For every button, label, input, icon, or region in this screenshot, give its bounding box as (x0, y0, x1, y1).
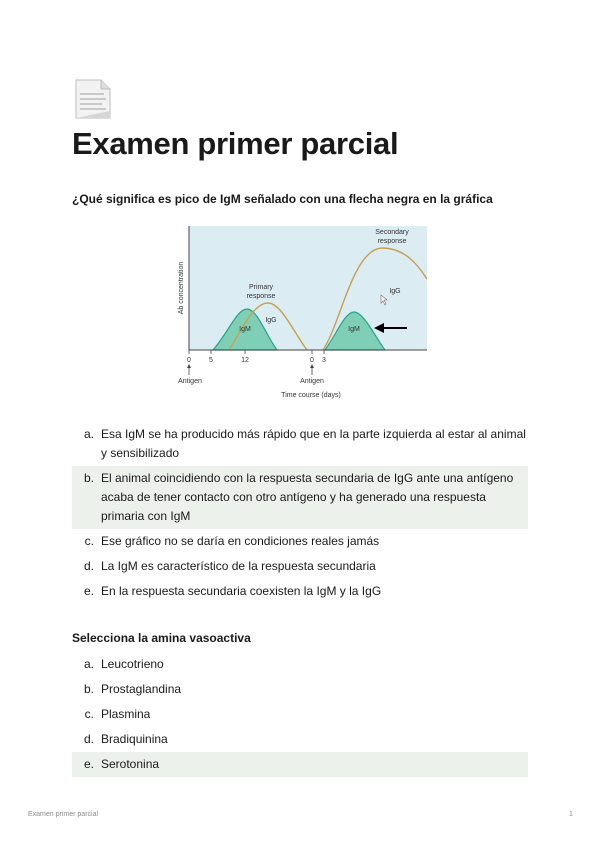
option-text: El animal coincidiendo con la respuesta secundaria de IgG ante una antígeno acaba de tener contacto con otro antígeno y ha generado una respuesta primaria con IgM (101, 471, 514, 523)
option-1a[interactable] (72, 422, 528, 466)
antigen-1-label: Antigen (178, 378, 202, 385)
option-2c[interactable] (72, 702, 528, 727)
primary-label-line-1: Primary (248, 284, 274, 291)
igm-secondary-label: IgM (348, 326, 360, 333)
antigen-2-label: Antigen (300, 378, 324, 385)
secondary-label-line-2: response (377, 238, 407, 245)
option-2d[interactable] (72, 727, 528, 752)
igm-primary-label: IgM (239, 326, 251, 333)
tick-label-12: 12 (241, 357, 249, 364)
primary-label-line-2: response (246, 293, 276, 300)
option-letter: e. (83, 757, 94, 771)
option-text: Prostaglandina (101, 682, 182, 696)
option-letter: b. (83, 682, 94, 696)
document-icon (74, 78, 112, 120)
option-letter: b. (83, 471, 94, 485)
y-axis-label: Ab concentration (178, 261, 185, 315)
secondary-label-line-1: Secondary (375, 229, 409, 236)
option-letter: c. (84, 534, 94, 548)
page-title: Examen primer parcial (72, 126, 399, 161)
antibody-response-figure (173, 223, 427, 405)
option-1c[interactable] (72, 529, 528, 554)
question-2-options (72, 652, 528, 777)
option-1d[interactable] (72, 554, 528, 579)
tick-label-0-b: 0 (310, 357, 314, 364)
igg-primary-label: IgG (265, 317, 277, 324)
option-letter: d. (83, 559, 94, 573)
tick-label-5: 5 (209, 357, 213, 364)
footer-page-number: 1 (569, 811, 573, 818)
option-1b-selected[interactable] (72, 466, 528, 529)
option-text: Plasmina (101, 707, 151, 721)
x-axis-label: Time course (days) (281, 392, 341, 399)
option-text: En la respuesta secundaria coexisten la IgM y la IgG (101, 584, 382, 598)
igg-secondary-label: IgG (389, 288, 401, 295)
option-letter: c. (84, 707, 94, 721)
option-text: Esa IgM se ha producido más rápido que en la parte izquierda al estar al animal y sensibilizado (101, 427, 526, 460)
tick-label-0-a: 0 (187, 357, 191, 364)
question-1-options (72, 422, 528, 604)
option-1e[interactable] (72, 579, 528, 604)
tick-label-3: 3 (322, 357, 326, 364)
option-2b[interactable] (72, 677, 528, 702)
option-letter: e. (83, 584, 94, 598)
option-text: Bradiquinina (101, 732, 168, 746)
question-1-prompt: ¿Qué significa es pico de IgM señalado con una flecha negra en la gráfica (72, 192, 493, 206)
option-letter: a. (83, 657, 94, 671)
question-2-prompt: Selecciona la amina vasoactiva (72, 631, 251, 645)
option-text: La IgM es característico de la respuesta secundaria (101, 559, 376, 573)
option-text: Ese gráfico no se daría en condiciones reales jamás (101, 534, 380, 548)
option-letter: d. (83, 732, 94, 746)
option-text: Serotonina (101, 757, 160, 771)
option-2a[interactable] (72, 652, 528, 677)
option-letter: a. (83, 427, 94, 441)
footer-title: Examen primer parcial (28, 811, 99, 818)
option-2e-selected[interactable] (72, 752, 528, 777)
option-text: Leucotrieno (101, 657, 164, 671)
